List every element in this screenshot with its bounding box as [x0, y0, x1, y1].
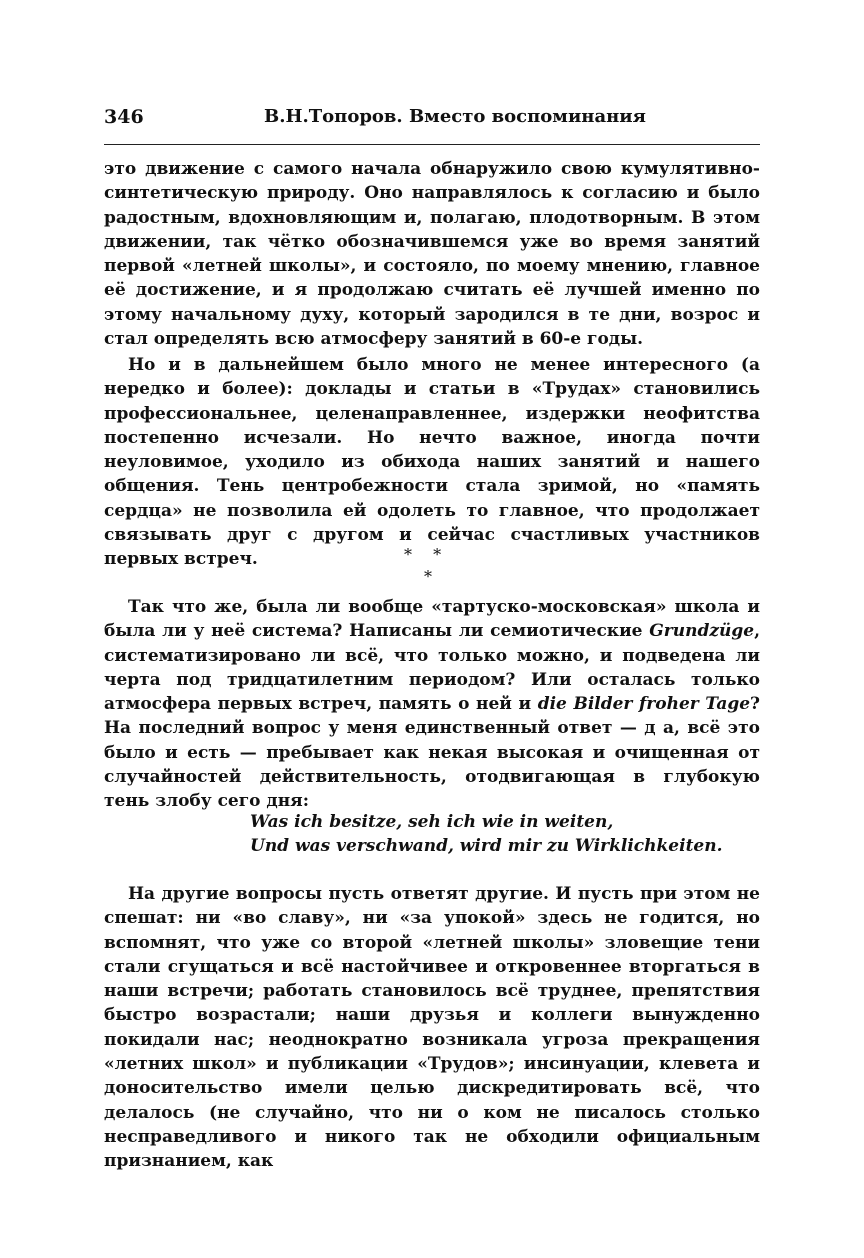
- verse-line-1: Was ich besitze, seh ich wie in weiten,: [250, 812, 614, 832]
- paragraph-4: На другие вопросы пусть ответят другие. И пусть при этом не спешат: ни «во славу», ни «за упокой» здесь не годится, но вспомнят, что уже со второй «летней школы» зловещие тени стали сгущаться и всё настойчивее и откровеннее вторгаться в наши встречи; работать становилось всё труднее, препятствия быстро возрастали; наши друзья и коллеги вынужденно покидали нас; неоднократно возникала угроза прекращения «летних школ» и публикации «Трудов»; инсинуации, клевета и доносительство имели целью дискредитировать всё, что делалось (не случайно, что ни о ком не писалось столько несправедливого и никого так не обходили официальным признанием, как: [104, 884, 760, 1172]
- verse-line-2: Und was verschwand, wird mir zu Wirklichkeiten.: [250, 836, 723, 856]
- header-rule: [104, 144, 760, 145]
- paragraph-3-part-a: Так что же, была ли вообще «тартуско-московская» школа и была ли у неё система? Написаны ли семиотические: [104, 597, 760, 642]
- section-separator-top: * *: [404, 545, 450, 564]
- paragraph-2: Но и в дальнейшем было много не менее интересного (а нередко и более): доклады и статьи в «Трудах» становились профессиональнее, целенаправленнее, издержки неофитства постепенно исчезали. Но нечто важное, иногда почти неуловимое, уходило из обихода наших занятий и нашего общения. Тень центробежности стала зримой, но «память сердца» не позволила ей одолеть то главное, что продолжает связывать друг с другом и сейчас счастливых участников первых встреч.: [104, 355, 760, 570]
- page-number: 346: [104, 106, 144, 128]
- page-header: [104, 106, 760, 132]
- running-title: В.Н.Топоров. Вместо воспоминания: [264, 106, 646, 127]
- paragraph-3-italic-1: Grundzüge: [649, 621, 755, 642]
- paragraph-1: это движение с самого начала обнаружило свою кумулятивно-синтетическую природу. Оно направлялось к согласию и было радостным, вдохновляющим и, полагаю, плодотворным. В этом движении, так чётко обозначившемся уже во время занятий первой «летней школы», и состояло, по моему мнению, главное её достижение, и я продолжаю считать её лучшей именно по этому начальному духу, который зародился в те дни, возрос и стал определять всю атмосферу занятий в 60-е годы.: [104, 159, 760, 350]
- paragraph-3-part-b: , систематизировано ли всё, что только можно, и подведена ли черта под тридцатилетним периодом? Или осталась только атмосфера первых встреч, память о ней и: [104, 621, 760, 715]
- paragraph-3-italic-2: die Bilder froher Tage: [537, 694, 751, 715]
- section-separator-bottom: *: [424, 567, 432, 586]
- paragraph-3-part-c: ? На последний вопрос у меня единственный ответ — д а, всё это было и есть — пребывает как некая высокая и очищенная от случайностей действительность, отодвигающая в глубокую тень злобу сего дня:: [104, 694, 761, 812]
- paragraph-3: [104, 595, 760, 814]
